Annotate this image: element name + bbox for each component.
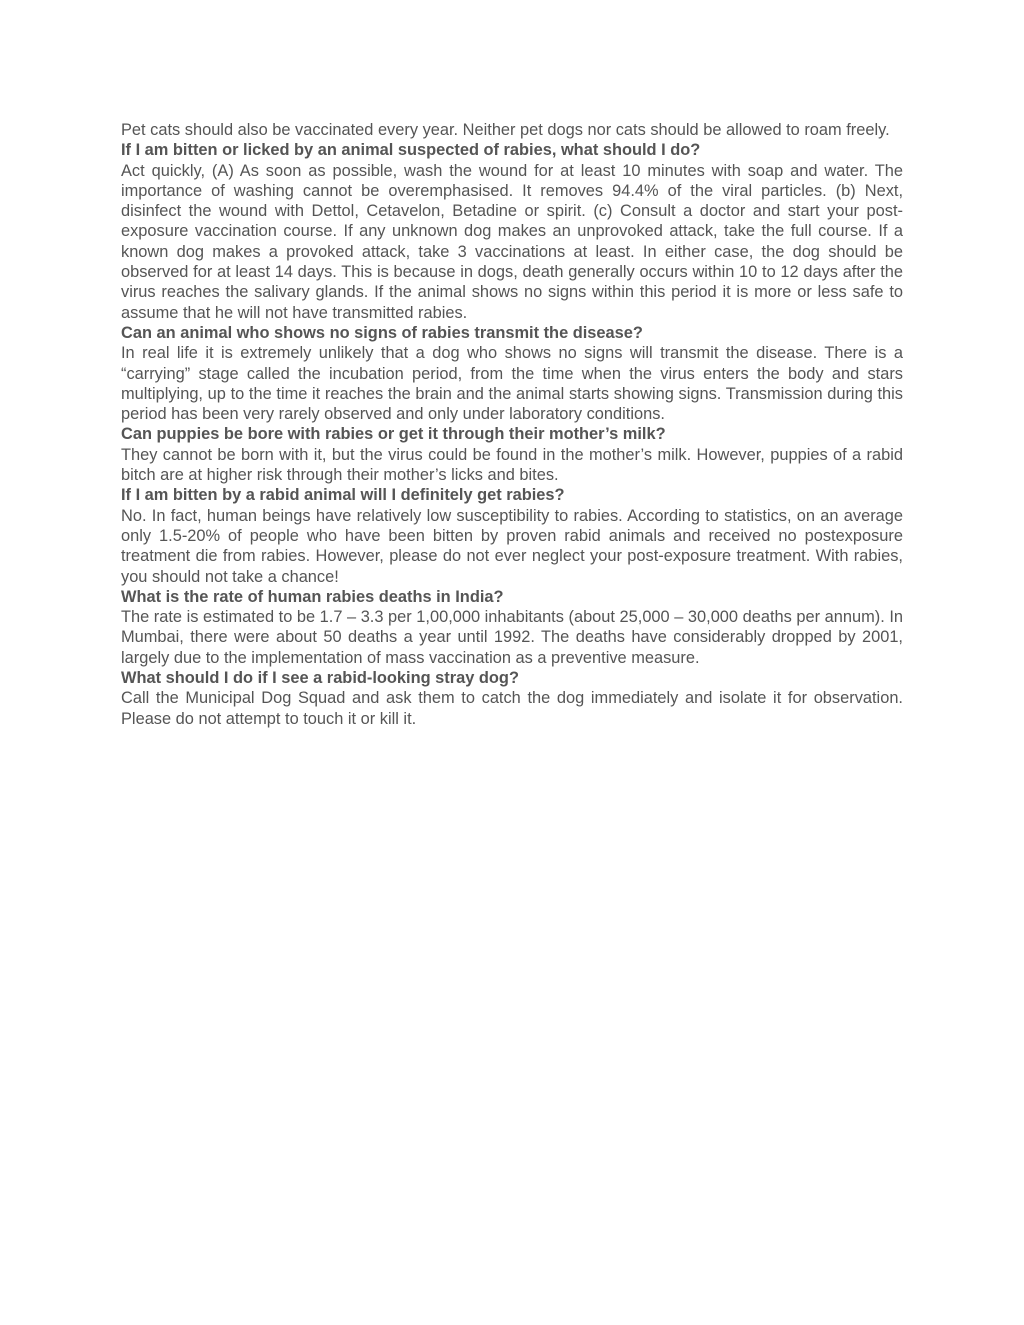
faq-answer-4: No. In fact, human beings have relatively low susceptibility to rabies. According to statistics, on an average only 1.5-20% of people who have been bitten by proven rabid animals and received no postexposure treatment die from rabies. However, please do not ever neglect your post-exposure treatment. With rabies, you should not take a chance! bbox=[121, 506, 903, 586]
faq-question-3: Can puppies be bore with rabies or get it through their mother’s milk? bbox=[121, 425, 666, 444]
faq-question-2: Can an animal who shows no signs of rabies transmit the disease? bbox=[121, 323, 643, 342]
intro-paragraph: Pet cats should also be vaccinated every year. Neither pet dogs nor cats should be allowed to roam freely. bbox=[121, 121, 890, 139]
faq-answer-3: They cannot be born with it, but the virus could be found in the mother’s milk. However, puppies of a rabid bitch are at higher risk through their mother’s licks and bites. bbox=[121, 445, 903, 485]
faq-question-4: If I am bitten by a rabid animal will I definitely get rabies? bbox=[121, 486, 565, 505]
faq-answer-5: The rate is estimated to be 1.7 – 3.3 per 1,00,000 inhabitants (about 25,000 – 30,000 deaths per annum). In Mumbai, there were about 50 deaths a year until 1992. The deaths have considerably dropped by 2001, largely due to the implementation of mass vaccination as a preventive measure. bbox=[121, 608, 903, 667]
faq-answer-1: Act quickly, (A) As soon as possible, wash the wound for at least 10 minutes with soap and water. The importance of washing cannot be overemphasised. It removes 94.4% of the viral particles. (b) Next, disinfect the wound with Dettol, Cetavelon, Betadine or spirit. (c) Consult a doctor and start your post-exposure vaccination course. If any unknown dog makes an unprovoked attack, take the full course. If a known dog makes a provoked attack, take 3 vaccinations at least. In either case, the dog should be observed for at least 14 days. This is because in dogs, death generally occurs within 10 to 12 days after the virus reaches the salivary glands. If the animal shows no signs within this period it is more or less safe to assume that he will not have transmitted rabies. bbox=[121, 161, 903, 322]
faq-question-5: What is the rate of human rabies deaths in India? bbox=[121, 587, 504, 606]
faq-answer-6: Call the Municipal Dog Squad and ask them to catch the dog immediately and isolate it for observation. Please do not attempt to touch it or kill it. bbox=[121, 689, 903, 728]
faq-question-1: If I am bitten or licked by an animal suspected of rabies, what should I do? bbox=[121, 141, 701, 160]
faq-question-6: What should I do if I see a rabid-looking stray dog? bbox=[121, 669, 519, 688]
document-page bbox=[121, 120, 903, 729]
faq-answer-2: In real life it is extremely unlikely that a dog who shows no signs will transmit the disease. There is a “carrying” stage called the incubation period, from the time when the virus enters the body and stars multiplying, up to the time it reaches the brain and the animal starts showing signs. Transmission during this period has been very rarely observed and only under laboratory conditions. bbox=[121, 344, 903, 424]
